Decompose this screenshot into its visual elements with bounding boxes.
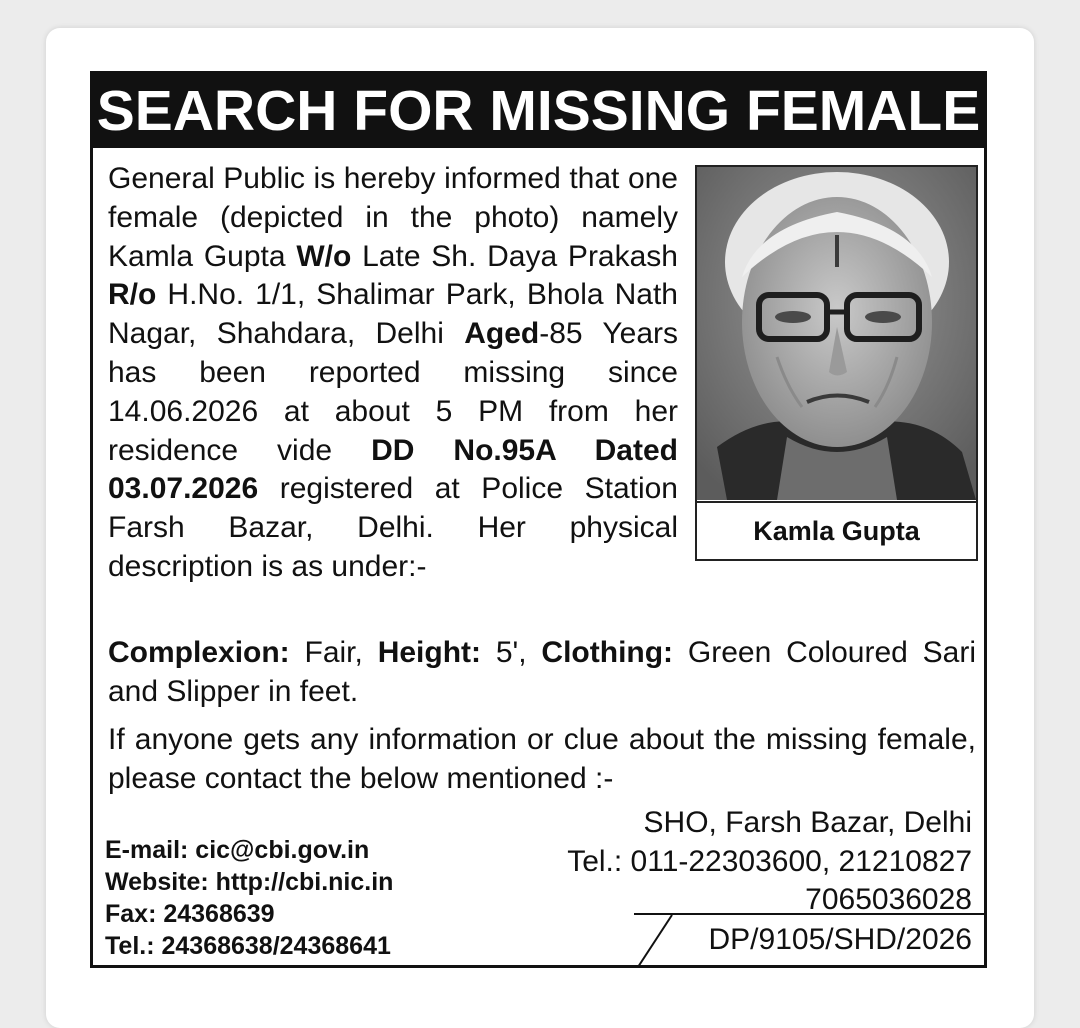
clothing-value: Green Coloured Sari and Slipper in feet. xyxy=(108,636,977,708)
photo-frame xyxy=(695,165,978,561)
body-bold-1: W/o xyxy=(296,239,352,273)
body-text-2: Late Sh. Daya Prakash xyxy=(351,239,678,273)
cbi-email: E-mail: cic@cbi.gov.in xyxy=(105,836,370,864)
complexion-value: Fair, xyxy=(289,636,378,669)
body-text-1: General Public is hereby informed that one female (depicted in the photo) namely Kamla Gupta xyxy=(108,162,678,273)
reference-box xyxy=(634,913,984,965)
sho-name: SHO, Farsh Bazar, Delhi xyxy=(643,806,972,839)
body-bold-2: R/o xyxy=(108,278,157,312)
sho-mobile: 7065036028 xyxy=(805,883,972,916)
portrait-illustration xyxy=(697,167,976,500)
cbi-website: Website: http://cbi.nic.in xyxy=(105,868,394,896)
body-text-3: H.No. 1/1, Shalimar Park, Bhola Nath Nagar, Shahdara, Delhi xyxy=(108,278,678,351)
height-value: 5', xyxy=(481,636,542,669)
notice-title: SEARCH FOR MISSING FEMALE xyxy=(93,74,984,148)
photo-caption: Kamla Gupta xyxy=(697,501,976,559)
body-bold-3: Aged xyxy=(464,317,540,351)
height-label: Height: xyxy=(377,636,482,669)
cbi-fax: Fax: 24368639 xyxy=(105,900,275,928)
missing-person-photo xyxy=(697,167,976,500)
sho-contact xyxy=(492,804,972,920)
cbi-tel: Tel.: 24368638/24368641 xyxy=(105,932,391,960)
body-text-4: -85 Years has been reported missing since 14.06.2026 at about 5 PM from her residence vide xyxy=(108,317,678,467)
missing-person-notice xyxy=(90,71,987,968)
clothing-label: Clothing: xyxy=(541,636,674,669)
reference-number: DP/9105/SHD/2026 xyxy=(708,923,972,956)
notice-body xyxy=(108,160,678,587)
physical-description xyxy=(108,634,976,712)
contact-request: If anyone gets any information or clue about the missing female, please contact the below mentioned :- xyxy=(108,723,976,795)
slant-divider xyxy=(634,915,674,967)
complexion-label: Complexion: xyxy=(108,636,290,669)
body-text-5: registered at Police Station Farsh Bazar, Delhi. Her physical description is as under:- xyxy=(108,472,678,583)
cbi-contacts xyxy=(105,834,465,962)
body-bold-4: DD No.95A Dated 03.07.2026 xyxy=(108,433,678,506)
sho-tel: Tel.: 011-22303600, 21210827 xyxy=(567,844,972,878)
